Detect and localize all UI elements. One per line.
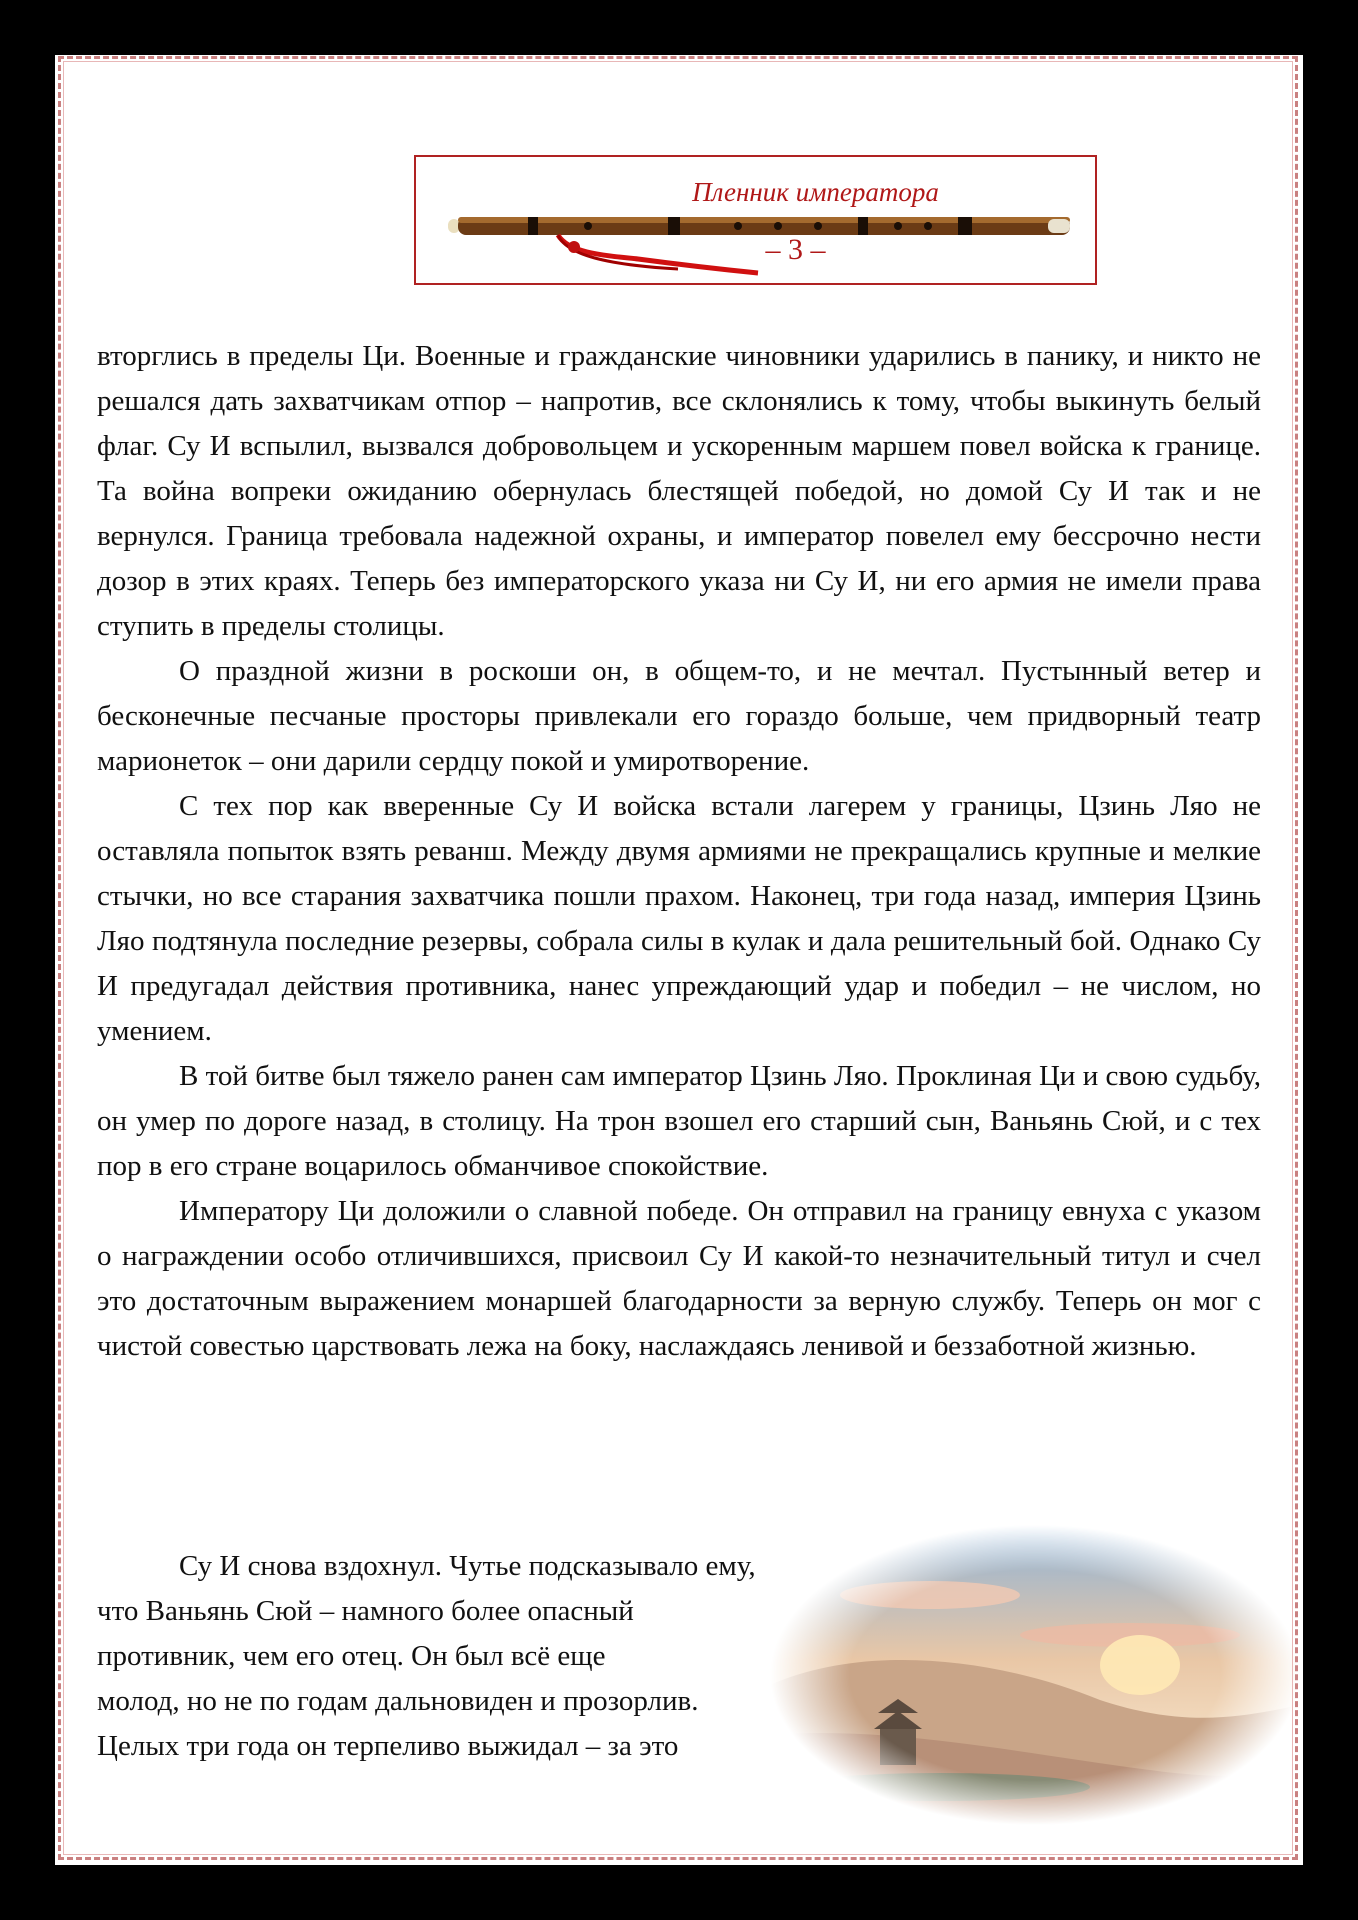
paragraph: вторглись в пределы Ци. Военные и гражданские чиновники ударились в панику, и никто не решался дать захватчикам отпор – напротив, все склонялись к тому, чтобы выкинуть белый флаг. Су И вспылил, вызвался добровольцем и ускоренным маршем повел войска к границе. Та война вопреки ожиданию обернулась блестящей победой, но домой Су И так и не вернулся. Граница требовала надежной охраны, и император повелел ему бессрочно нести дозор в этих краях. Теперь без императорского указа ни Су И, ни его армия не имели права ступить в пределы столицы. — [97, 340, 1261, 642]
text-line: Целых три года он терпеливо выжидал – за это — [97, 1730, 679, 1762]
wrapped-paragraph — [97, 1544, 837, 1769]
text-line: что Ваньянь Сюй – намного более опасный — [97, 1595, 634, 1627]
paragraph: О праздной жизни в роскоши он, в общем-то, и не мечтал. Пустынный ветер и бесконечные песчаные просторы привлекали его гораздо больше, чем придворный театр марионеток – они дарили сердцу покой и умиротворение. — [97, 655, 1261, 777]
text-line: противник, чем его отец. Он был всё еще — [97, 1640, 606, 1672]
book-title: Пленник императора — [692, 177, 939, 207]
paragraph: Императору Ци доложили о славной победе. Он отправил на границу евнуха с указом о награждении особо отличившихся, присвоил Су И какой-то незначительный титул и счел это достаточным выражением монаршей благодарности за верную службу. Теперь он мог с чистой совестью царствовать лежа на боку, наслаждаясь ленивой и беззаботной жизнью. — [97, 1195, 1261, 1362]
body-text — [97, 334, 1261, 1369]
page-number: – 3 – — [765, 233, 826, 266]
text-line: молод, но не по годам дальновиден и прозорлив. — [97, 1685, 699, 1717]
desert-landscape-image — [770, 1525, 1300, 1825]
paragraph: С тех пор как вверенные Су И войска встали лагерем у границы, Цзинь Ляо не оставляла попыток взять реванш. Между двумя армиями не прекращались крупные и мелкие стычки, но все старания захватчика пошли прахом. Наконец, три года назад, империя Цзинь Ляо подтянула последние резервы, собрала силы в кулак и дала решительный бой. Однако Су И предугадал действия противника, нанес упреждающий удар и победил – не числом, но умением. — [97, 790, 1261, 1047]
running-header — [414, 155, 1097, 285]
text-line: Су И снова вздохнул. Чутье подсказывало ему, — [179, 1550, 756, 1582]
paragraph: В той битве был тяжело ранен сам император Цзинь Ляо. Проклиная Ци и свою судьбу, он умер по дороге назад, в столицу. На трон взошел его старший сын, Ваньянь Сюй, и с тех пор в его стране воцарилось обманчивое спокойствие. — [97, 1060, 1261, 1182]
